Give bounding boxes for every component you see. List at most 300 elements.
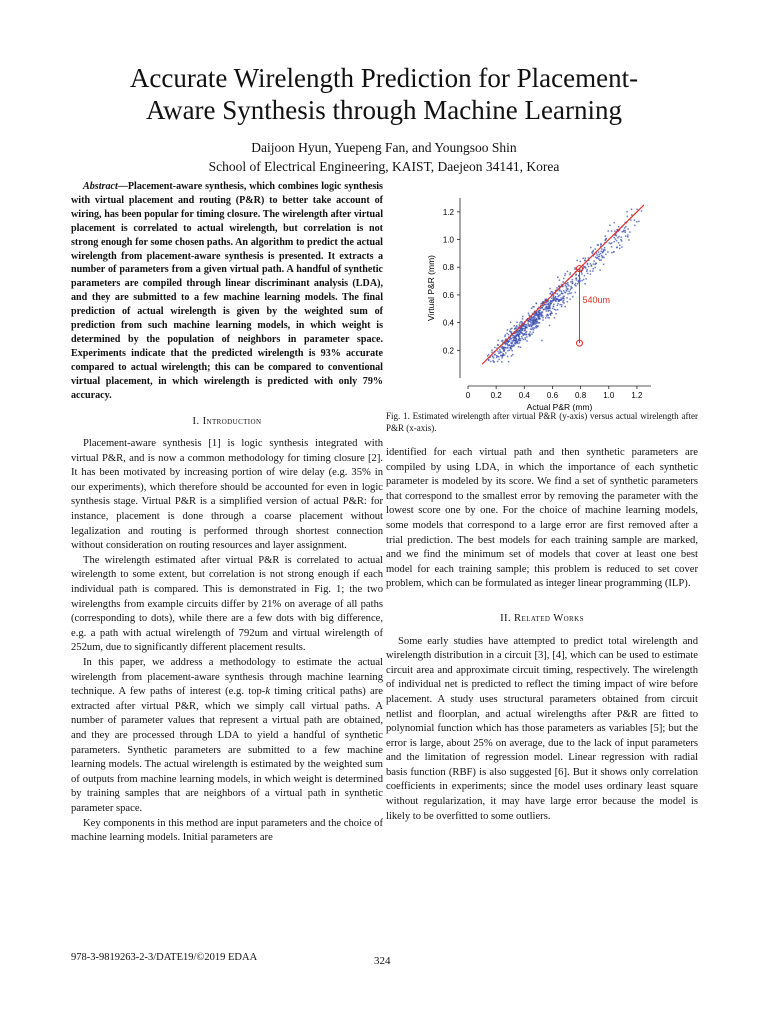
scatter-point [596, 263, 598, 265]
scatter-point [529, 335, 531, 337]
scatter-point [582, 257, 584, 259]
scatter-point [611, 230, 613, 232]
scatter-point [521, 321, 523, 323]
scatter-points [487, 209, 642, 363]
scatter-point [587, 273, 589, 275]
scatter-point [553, 297, 555, 299]
scatter-point [501, 354, 503, 356]
scatter-point [541, 313, 543, 315]
scatter-point [566, 297, 568, 299]
scatter-point [510, 345, 512, 347]
scatter-point [621, 236, 623, 238]
scatter-point [494, 347, 496, 349]
scatter-point [515, 336, 517, 338]
scatter-point [509, 349, 511, 351]
scatter-point [616, 235, 618, 237]
scatter-point [619, 245, 621, 247]
scatter-point [532, 327, 534, 329]
scatter-point [497, 345, 499, 347]
y-tick-label: 0.2 [442, 346, 454, 356]
scatter-point [519, 322, 521, 324]
scatter-point [584, 260, 586, 262]
scatter-point [507, 344, 509, 346]
scatter-point [547, 317, 549, 319]
scatter-point [627, 234, 629, 236]
x-tick-label: 0.2 [490, 391, 502, 400]
scatter-point [487, 355, 489, 357]
scatter-point [536, 319, 538, 321]
scatter-point [535, 323, 537, 325]
scatter-point [614, 241, 616, 243]
scatter-point [518, 334, 520, 336]
scatter-point [530, 319, 532, 321]
scatter-point [512, 354, 514, 356]
scatter-point [528, 334, 530, 336]
scatter-point [561, 306, 563, 308]
scatter-point [576, 279, 578, 281]
scatter-point [512, 337, 514, 339]
scatter-point [546, 308, 548, 310]
y-tick-label: 1.2 [442, 207, 454, 217]
scatter-point [564, 306, 566, 308]
scatter-point [557, 305, 559, 307]
footer-copyright: 978-3-9819263-2-3/DATE19/©2019 EDAA [71, 952, 258, 963]
scatter-point [571, 287, 573, 289]
scatter-point [507, 350, 509, 352]
scatter-point [571, 292, 573, 294]
scatter-point [551, 291, 553, 293]
scatter-point [539, 312, 541, 314]
y-tick-label: 0.6 [442, 290, 454, 300]
scatter-point [541, 340, 543, 342]
scatter-point [497, 351, 499, 353]
scatter-point [549, 304, 551, 306]
scatter-point [561, 291, 563, 293]
scatter-point [577, 260, 579, 262]
annotation-540um [576, 266, 610, 346]
scatter-point [588, 266, 590, 268]
scatter-point [515, 342, 517, 344]
scatter-point [549, 303, 551, 305]
scatter-point [526, 331, 528, 333]
scatter-point [518, 346, 520, 348]
scatter-point [571, 283, 573, 285]
scatter-point [619, 248, 621, 250]
related-paragraph-1: Some early studies have attempted to predict total wirelength and wirelength distribution in a circuit [3], [4], which can be used to estimate circuit area and approximate circuit timing, respectively. The wirelength of individual net is predicted to reflect the timing impact of wire before placement. A study uses structural parameters obtained from circuit netlist and floorplan, and actual wirelengths after P&R are fitted to polynomial function which has those parameters as variables [5]; but the error is large, about 25% on average, due to the lack of input parameters and the limitation of regression model. Linear regression with radial basis function (RBF) is also suggested [6]. But it shows only correlation coefficients in experiments; since the model uses ordinary least square without regularization, it may have large error because the model is likely to be overfitted to some outliers. [386, 635, 698, 822]
scatter-point [616, 240, 618, 242]
scatter-point [531, 307, 533, 309]
scatter-point [516, 340, 518, 342]
scatter-point [618, 242, 620, 244]
scatter-point [521, 332, 523, 334]
scatter-point [517, 334, 519, 336]
intro-paragraph-2: The wirelength estimated after virtual P&R is correlated to actual wirelength to some extent, but correlation is not strong enough if each individual path is compared. This is demonstrated in Fig. 1; the two wirelengths from example circuits differ by 21% on average of all paths (corresponding to dots), while there are a few dots with big difference, e.g. a path with actual wirelength of 792um and virtual wirelength of 252um, due to significantly different placement results. [71, 554, 383, 654]
scatter-point [605, 254, 607, 256]
scatter-point [607, 230, 609, 232]
x-axis-label: Actual P&R (mm) [526, 402, 593, 412]
scatter-point [566, 287, 568, 289]
intro-paragraph-3a: In this paper, we address a methodology to estimate the actual wirelength from placement-aware synthesis through machine learning technique. A few paths of interest (e.g. top- [71, 657, 383, 698]
scatter-point [549, 325, 551, 327]
scatter-point [603, 250, 605, 252]
scatter-point [549, 293, 551, 295]
page-number: 324 [374, 955, 391, 967]
scatter-point [597, 244, 599, 246]
abstract-text: —Placement-aware synthesis, which combines logic synthesis with virtual placement and routing (P&R) to better take account of wiring, has been popular for timing closure. The wirelength after virtual placement is correlated to actual wirelength, but correlation is not strong enough for some chosen paths. An algorithm to predict the actual wirelength from placement-aware synthesis is presented. It extracts a number of parameters from a given virtual path. A handful of synthetic parameters are compiled through linear discriminant analysis (LDA), and they are submitted to a few machine learning models. The final prediction of actual wirelength is given by the weighted sum of prediction from such machine learning models, in which weight is determined by the population of neighbors in parameter space. Experiments indicate that the predicted wirelength is 93% accurate compared to actual wirelength; this can be compared to conventional virtual placement, in which wirelength is predicted with only 79% accuracy. [71, 181, 383, 401]
scatter-point [508, 334, 510, 336]
scatter-point [507, 356, 509, 358]
scatter-point [551, 312, 553, 314]
scatter-point [519, 340, 521, 342]
scatter-point [628, 239, 630, 241]
scatter-point [557, 293, 559, 295]
scatter-point [547, 314, 549, 316]
scatter-point [624, 227, 626, 229]
scatter-point [557, 309, 559, 311]
scatter-point [611, 242, 613, 244]
scatter-point [522, 316, 524, 318]
scatter-point [641, 210, 643, 212]
scatter-point [570, 286, 572, 288]
scatter-point [521, 338, 523, 340]
scatter-point [515, 337, 517, 339]
scatter-point [554, 317, 556, 319]
scatter-point [550, 311, 552, 313]
scatter-point [593, 260, 595, 262]
scatter-point [501, 340, 503, 342]
scatter-point [572, 279, 574, 281]
abstract-label: Abstract [83, 181, 118, 192]
scatter-point [511, 350, 513, 352]
scatter-point [583, 266, 585, 268]
scatter-point [555, 309, 557, 311]
scatter-point [554, 296, 556, 298]
scatter-point [528, 324, 530, 326]
scatter-point [518, 336, 520, 338]
scatter-point [533, 320, 535, 322]
scatter-point [634, 225, 636, 227]
scatter-point [566, 290, 568, 292]
scatter-point [547, 310, 549, 312]
y-axis-label: Virtual P&R (mm) [426, 255, 436, 321]
scatter-point [533, 316, 535, 318]
scatter-point [521, 336, 523, 338]
scatter-point [596, 257, 598, 259]
scatter-point [549, 313, 551, 315]
scatter-point [492, 360, 494, 362]
x-tick-label: 0.8 [575, 391, 587, 400]
abstract [71, 180, 383, 403]
scatter-point [523, 328, 525, 330]
scatter-point [557, 296, 559, 298]
scatter-point [606, 238, 608, 240]
scatter-point [565, 273, 567, 275]
scatter-point [569, 293, 571, 295]
scatter-point [518, 332, 520, 334]
scatter-point [563, 290, 565, 292]
scatter-point [511, 343, 513, 345]
right-column [386, 446, 698, 824]
scatter-point [510, 347, 512, 349]
scatter-point [591, 265, 593, 267]
scatter-point [595, 267, 597, 269]
scatter-point [502, 348, 504, 350]
scatter-point [614, 222, 616, 224]
scatter-point [625, 232, 627, 234]
scatter-point [564, 285, 566, 287]
scatter-point [618, 226, 620, 228]
scatter-point [531, 325, 533, 327]
scatter-point [549, 288, 551, 290]
scatter-point [617, 246, 619, 248]
scatter-point [574, 284, 576, 286]
scatter-point [533, 332, 535, 334]
scatter-point [638, 221, 640, 223]
y-tick-label: 0.4 [442, 318, 454, 328]
scatter-point [510, 322, 512, 324]
scatter-point [609, 242, 611, 244]
scatter-point [553, 306, 555, 308]
scatter-point [625, 235, 627, 237]
scatter-point [599, 259, 601, 261]
scatter-point [545, 303, 547, 305]
scatter-point [577, 283, 579, 285]
scatter-point [562, 281, 564, 283]
scatter-point [567, 271, 569, 273]
title-line-1: Accurate Wirelength Prediction for Placement- [129, 63, 639, 93]
scatter-point [631, 214, 633, 216]
scatter-point [604, 247, 606, 249]
scatter-point [519, 330, 521, 332]
scatter-point [534, 327, 536, 329]
scatter-point [555, 299, 557, 301]
scatter-point [519, 342, 521, 344]
scatter-point [630, 219, 632, 221]
scatter-point [539, 309, 541, 311]
scatter-point [546, 315, 548, 317]
scatter-point [592, 250, 594, 252]
scatter-point [502, 353, 504, 355]
scatter-point [601, 248, 603, 250]
scatter-point [634, 219, 636, 221]
scatter-point [536, 303, 538, 305]
scatter-point [581, 280, 583, 282]
left-column [71, 180, 383, 846]
scatter-point [565, 292, 567, 294]
scatter-point [590, 247, 592, 249]
scatter-point [497, 361, 499, 363]
scatter-point [572, 296, 574, 298]
scatter-point [533, 329, 535, 331]
scatter-point [516, 321, 518, 323]
scatter-point [546, 310, 548, 312]
scatter-point [553, 304, 555, 306]
scatter-point [526, 336, 528, 338]
scatter-point [530, 321, 532, 323]
intro-paragraph-1: Placement-aware synthesis [1] is logic synthesis integrated with virtual P&R, and is now a common methodology for timing closure [2]. It has been motivated by increasing portion of wire delay (e.g. 35% in our experiments), which therefore should be accounted for even in logic synthesis stage. Virtual P&R is a simplified version of actual P&R: for instance, placement is done through a coarse placement without legalization and routing is performed through shortest connection without consideration on routing resources and layer assignment. [71, 438, 383, 552]
author-names: Daijoon Hyun, Yuepeng Fan, and Youngsoo Shin [251, 140, 517, 155]
scatter-point [513, 325, 515, 327]
scatter-point [490, 361, 492, 363]
scatter-point [557, 303, 559, 305]
scatter-point [602, 251, 604, 253]
scatter-point [500, 355, 502, 357]
scatter-point [570, 289, 572, 291]
scatter-point [569, 274, 571, 276]
scatter-point [540, 303, 542, 305]
scatter-point [592, 270, 594, 272]
scatter-point [549, 302, 551, 304]
section-heading-introduction: I. Introduction [192, 415, 262, 427]
scatter-point [498, 359, 500, 361]
scatter-point [585, 257, 587, 259]
scatter-point [563, 300, 565, 302]
scatter-point [530, 328, 532, 330]
scatter-point [598, 251, 600, 253]
scatter-point [539, 322, 541, 324]
scatter-point [494, 354, 496, 356]
intro-paragraph-3b: timing critical paths) are extracted after virtual P&R, which we simply call virtual paths. A number of parameter values that represent a virtual path are obtained, and they are processed through LDA to yield a handful of synthetic parameters. Synthetic parameters are submitted to a few machine learning models. The actual wirelength is estimated by the weighted sum of outputs from machine learning models, in which weight is determined by training samples that are neighbors of a virtual path in synthetic parameter space. [71, 686, 383, 814]
scatter-point [570, 281, 572, 283]
scatter-point [521, 329, 523, 331]
scatter-point [631, 209, 633, 211]
scatter-point [491, 350, 493, 352]
scatter-point [492, 355, 494, 357]
scatter-point [524, 329, 526, 331]
scatter-point [559, 304, 561, 306]
scatter-point [546, 306, 548, 308]
scatter-point [624, 230, 626, 232]
scatter-point [532, 318, 534, 320]
scatter-point [626, 211, 628, 213]
scatter-point [547, 306, 549, 308]
scatter-point [542, 319, 544, 321]
scatter-point [584, 283, 586, 285]
scatter-point [585, 278, 587, 280]
scatter-point [491, 352, 493, 354]
scatter-point [526, 340, 528, 342]
scatter-point [537, 325, 539, 327]
scatter-point [567, 288, 569, 290]
scatter-point [515, 326, 517, 328]
scatter-point [625, 226, 627, 228]
scatter-point [555, 313, 557, 315]
scatter-point [574, 267, 576, 269]
scatter-point [559, 279, 561, 281]
scatter-point [559, 285, 561, 287]
scatter-point [533, 322, 535, 324]
section-heading-related-works: II. Related Works [500, 612, 584, 624]
x-tick-label: 0.6 [546, 391, 559, 400]
scatter-point [590, 273, 592, 275]
scatter-point [617, 237, 619, 239]
y-tick-label: 1.0 [442, 235, 454, 245]
right-paragraph-1: identified for each virtual path and then synthetic parameters are compiled by using LDA, in which the importance of each synthetic parameter is modeled by its score. We find a set of synthetic parameters that correspond to the smallest error by removing the parameter with the lowest score one by one. For the choice of machine learning models, some models that correspond to a large error are first removed after a trial prediction. The best models for each training sample are marked, and we find the minimum set of models that cover at least one best model for each training sample; this problem is reduced to set cover problem, which can be formulated as integer linear programming (ILP). [386, 447, 698, 590]
scatter-point [520, 332, 522, 334]
y-tick-label: 0.8 [442, 263, 454, 273]
scatter-point [524, 337, 526, 339]
scatter-point [549, 310, 551, 312]
figure-1 [386, 190, 698, 412]
scatter-point [503, 355, 505, 357]
scatter-point [621, 240, 623, 242]
scatter-point [572, 281, 574, 283]
scatter-point [627, 216, 629, 218]
annotation-label: 540um [582, 295, 611, 306]
scatter-point [568, 285, 570, 287]
scatter-point [522, 335, 524, 337]
scatter-point [514, 328, 516, 330]
scatter-point [552, 308, 554, 310]
scatter-point [609, 225, 611, 227]
scatter-point [562, 301, 564, 303]
scatter-point [559, 290, 561, 292]
scatter-point [599, 269, 601, 271]
scatter-point [584, 275, 586, 277]
scatter-point [505, 334, 507, 336]
scatter-point [539, 316, 541, 318]
scatter-point [554, 309, 556, 311]
scatter-point [587, 263, 589, 265]
scatter-point [548, 308, 550, 310]
intro-paragraph-4: Key components in this method are input parameters and the choice of machine learning models. Initial parameters are [71, 817, 383, 844]
scatter-point [538, 311, 540, 313]
scatter-point [506, 333, 508, 335]
scatter-point [611, 246, 613, 248]
scatter-point [493, 361, 495, 363]
paper-title [40, 62, 728, 126]
scatter-point [561, 299, 563, 301]
scatter-point [504, 336, 506, 338]
scatter-point [579, 261, 581, 263]
scatter-point [511, 331, 512, 333]
scatter-point [488, 359, 490, 361]
scatter-point [607, 251, 609, 253]
intro-paragraph-3 [71, 656, 383, 817]
scatter-point [602, 256, 604, 258]
scatter-point [509, 330, 511, 332]
scatter-point [506, 347, 508, 349]
scatter-point [534, 314, 536, 316]
scatter-point [507, 329, 509, 331]
scatter-point [551, 298, 553, 300]
scatter-point [536, 315, 538, 317]
scatter-point [532, 323, 534, 325]
scatter-point [586, 269, 588, 271]
scatter-point [621, 231, 623, 233]
scatter-point [528, 325, 530, 327]
scatter-point [500, 351, 502, 353]
scatter-point [501, 357, 503, 359]
scatter-point [623, 231, 625, 233]
scatter-point [600, 243, 602, 245]
scatter-point [557, 276, 559, 278]
scatter-point [542, 317, 544, 319]
scatter-point [497, 356, 499, 358]
scatter-point [514, 345, 516, 347]
scatter-point [547, 303, 549, 305]
scatter-point [488, 354, 490, 356]
scatter-point [539, 318, 541, 320]
scatter-point [598, 256, 600, 258]
scatter-point [600, 253, 602, 255]
scatter-point [615, 238, 617, 240]
scatter-point [536, 322, 538, 324]
author-block [40, 138, 728, 176]
intro-paragraph-3k: k [265, 686, 271, 698]
scatter-point [543, 309, 545, 311]
scatter-point [560, 297, 562, 299]
